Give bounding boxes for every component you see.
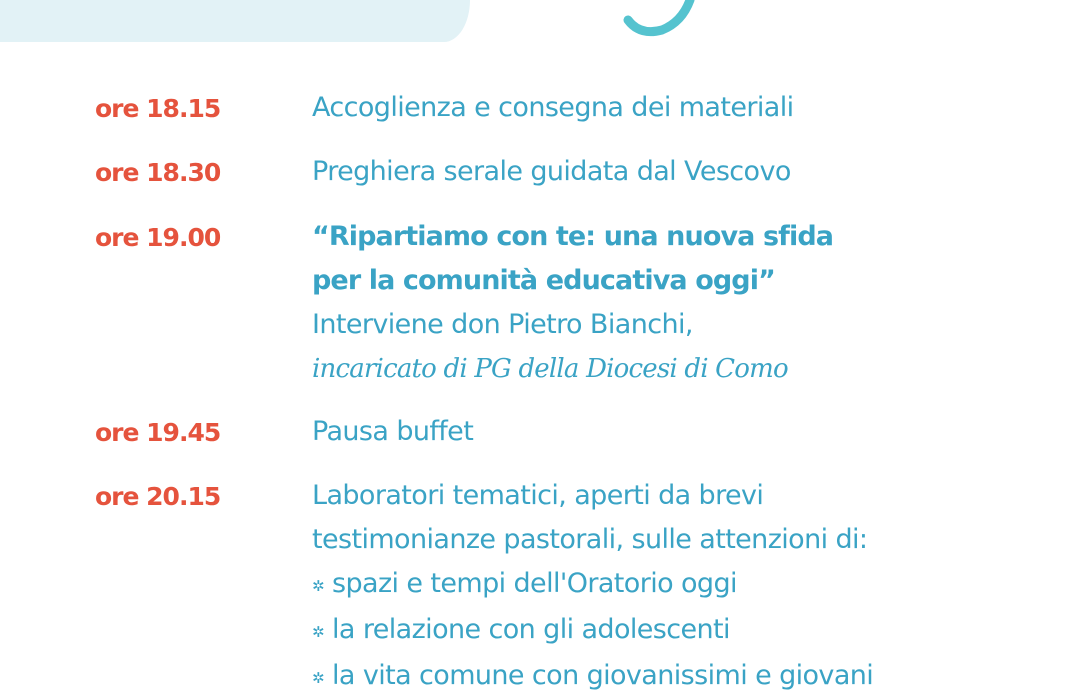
asterisk-bullet-icon: ✲: [312, 623, 324, 641]
workshop-item-label: spazi e tempi dell'Oratorio oggi: [332, 568, 737, 599]
description-line: Preghiera serale guidata dal Vescovo: [312, 156, 791, 187]
schedule-description: [312, 150, 1072, 194]
schedule-time: ore 19.00: [95, 223, 221, 252]
talk-title-line: “Ripartiamo con te: una nuova sfida: [312, 221, 834, 252]
schedule-description: [312, 410, 1072, 454]
workshop-item-label: la vita comune con giovanissimi e giovani: [332, 660, 874, 691]
schedule-time: ore 19.45: [95, 418, 221, 447]
description-line: Pausa buffet: [312, 416, 474, 447]
workshop-item-label: la relazione con gli adolescenti: [332, 614, 730, 645]
schedule-description: [312, 215, 1072, 391]
speaker-line: Interviene don Pietro Bianchi,: [312, 309, 693, 340]
asterisk-bullet-icon: ✲: [312, 577, 324, 595]
talk-title-line: per la comunità educativa oggi”: [312, 265, 775, 296]
asterisk-bullet-icon: ✲: [312, 669, 324, 687]
schedule-time: ore 20.15: [95, 482, 221, 511]
schedule-time: ore 18.30: [95, 158, 221, 187]
description-line: testimonianze pastorali, sulle attenzioni di:: [312, 524, 868, 555]
workshop-item: [312, 562, 1072, 608]
description-line: Laboratori tematici, aperti da brevi: [312, 480, 764, 511]
workshop-item: [312, 608, 1072, 654]
workshop-item: [312, 654, 1072, 700]
speaker-role: incaricato di PG della Diocesi di Como: [312, 354, 788, 384]
schedule-time: ore 18.15: [95, 94, 221, 123]
schedule-description: [312, 474, 1072, 700]
description-line: Accoglienza e consegna dei materiali: [312, 92, 794, 123]
schedule-description: [312, 86, 1072, 130]
